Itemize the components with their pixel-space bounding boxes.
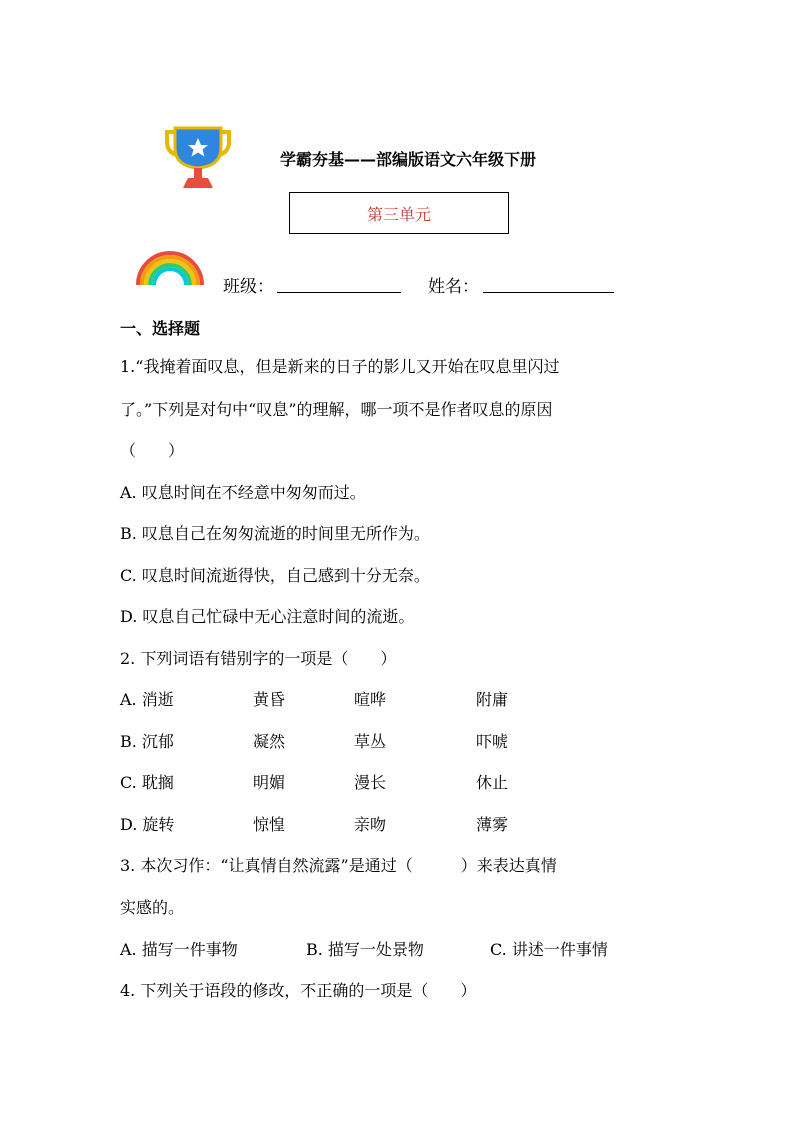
q2-option-d-word2: 惊惶 bbox=[253, 815, 286, 834]
q3-option-a: A. 描写一件事物 bbox=[120, 940, 238, 959]
q2-option-c: C. 耽搁 bbox=[120, 773, 174, 792]
q1-option-b: B. 叹息自己在匆匆流逝的时间里无所作为。 bbox=[120, 524, 430, 543]
q2-option-a-word3: 喧哗 bbox=[354, 690, 387, 709]
q2-option-d-word3: 亲吻 bbox=[354, 815, 387, 834]
q1-stem-line2: 了。”下列是对句中“叹息”的理解，哪一项不是作者叹息的原因 bbox=[120, 400, 553, 419]
q3-option-b: B. 描写一处景物 bbox=[306, 940, 424, 959]
q1-stem-line1: 1.“我掩着面叹息，但是新来的日子的影儿又开始在叹息里闪过 bbox=[120, 357, 560, 376]
q1-option-c: C. 叹息时间流逝得快，自己感到十分无奈。 bbox=[120, 566, 430, 585]
q1-answer-blank: （ ） bbox=[120, 441, 185, 460]
name-field[interactable] bbox=[483, 292, 614, 293]
q2-option-d: D. 旋转 bbox=[120, 815, 175, 834]
q2-stem: 2. 下列词语有错别字的一项是（ ） bbox=[120, 649, 397, 668]
q2-option-c-word4: 休止 bbox=[476, 773, 509, 792]
unit-box bbox=[289, 192, 509, 234]
q1-option-d: D. 叹息自己忙碌中无心注意时间的流逝。 bbox=[120, 607, 415, 626]
document-title: 学霸夯基——部编版语文六年级下册 bbox=[280, 150, 537, 169]
rainbow-icon bbox=[134, 247, 206, 287]
q1-option-a: A. 叹息时间在不经意中匆匆而过。 bbox=[120, 483, 366, 502]
q2-option-a-word4: 附庸 bbox=[476, 690, 509, 709]
q3-stem-line2: 实感的。 bbox=[120, 898, 185, 917]
q4-stem: 4. 下列关于语段的修改，不正确的一项是（ ） bbox=[120, 981, 477, 1000]
q2-option-a-word2: 黄昏 bbox=[253, 690, 286, 709]
q2-option-a: A. 消逝 bbox=[120, 690, 174, 709]
q2-option-b-word2: 凝然 bbox=[253, 732, 286, 751]
trophy-icon bbox=[163, 126, 233, 190]
section-heading: 一、选择题 bbox=[120, 319, 201, 338]
unit-label: 第三单元 bbox=[366, 204, 431, 224]
class-label: 班级： bbox=[223, 277, 274, 297]
q2-option-d-word4: 薄雾 bbox=[476, 815, 509, 834]
q2-option-c-word3: 漫长 bbox=[354, 773, 387, 792]
class-field[interactable] bbox=[277, 292, 401, 293]
q2-option-b: B. 沉郁 bbox=[120, 732, 174, 751]
q3-stem-line1: 3. 本次习作：“让真情自然流露”是通过（ ）来表达真情 bbox=[120, 856, 557, 875]
q2-option-b-word4: 吓唬 bbox=[476, 732, 509, 751]
q2-option-b-word3: 草丛 bbox=[354, 732, 387, 751]
name-label: 姓名： bbox=[428, 277, 479, 297]
q3-option-c: C. 讲述一件事情 bbox=[490, 940, 608, 959]
q2-option-c-word2: 明媚 bbox=[253, 773, 286, 792]
